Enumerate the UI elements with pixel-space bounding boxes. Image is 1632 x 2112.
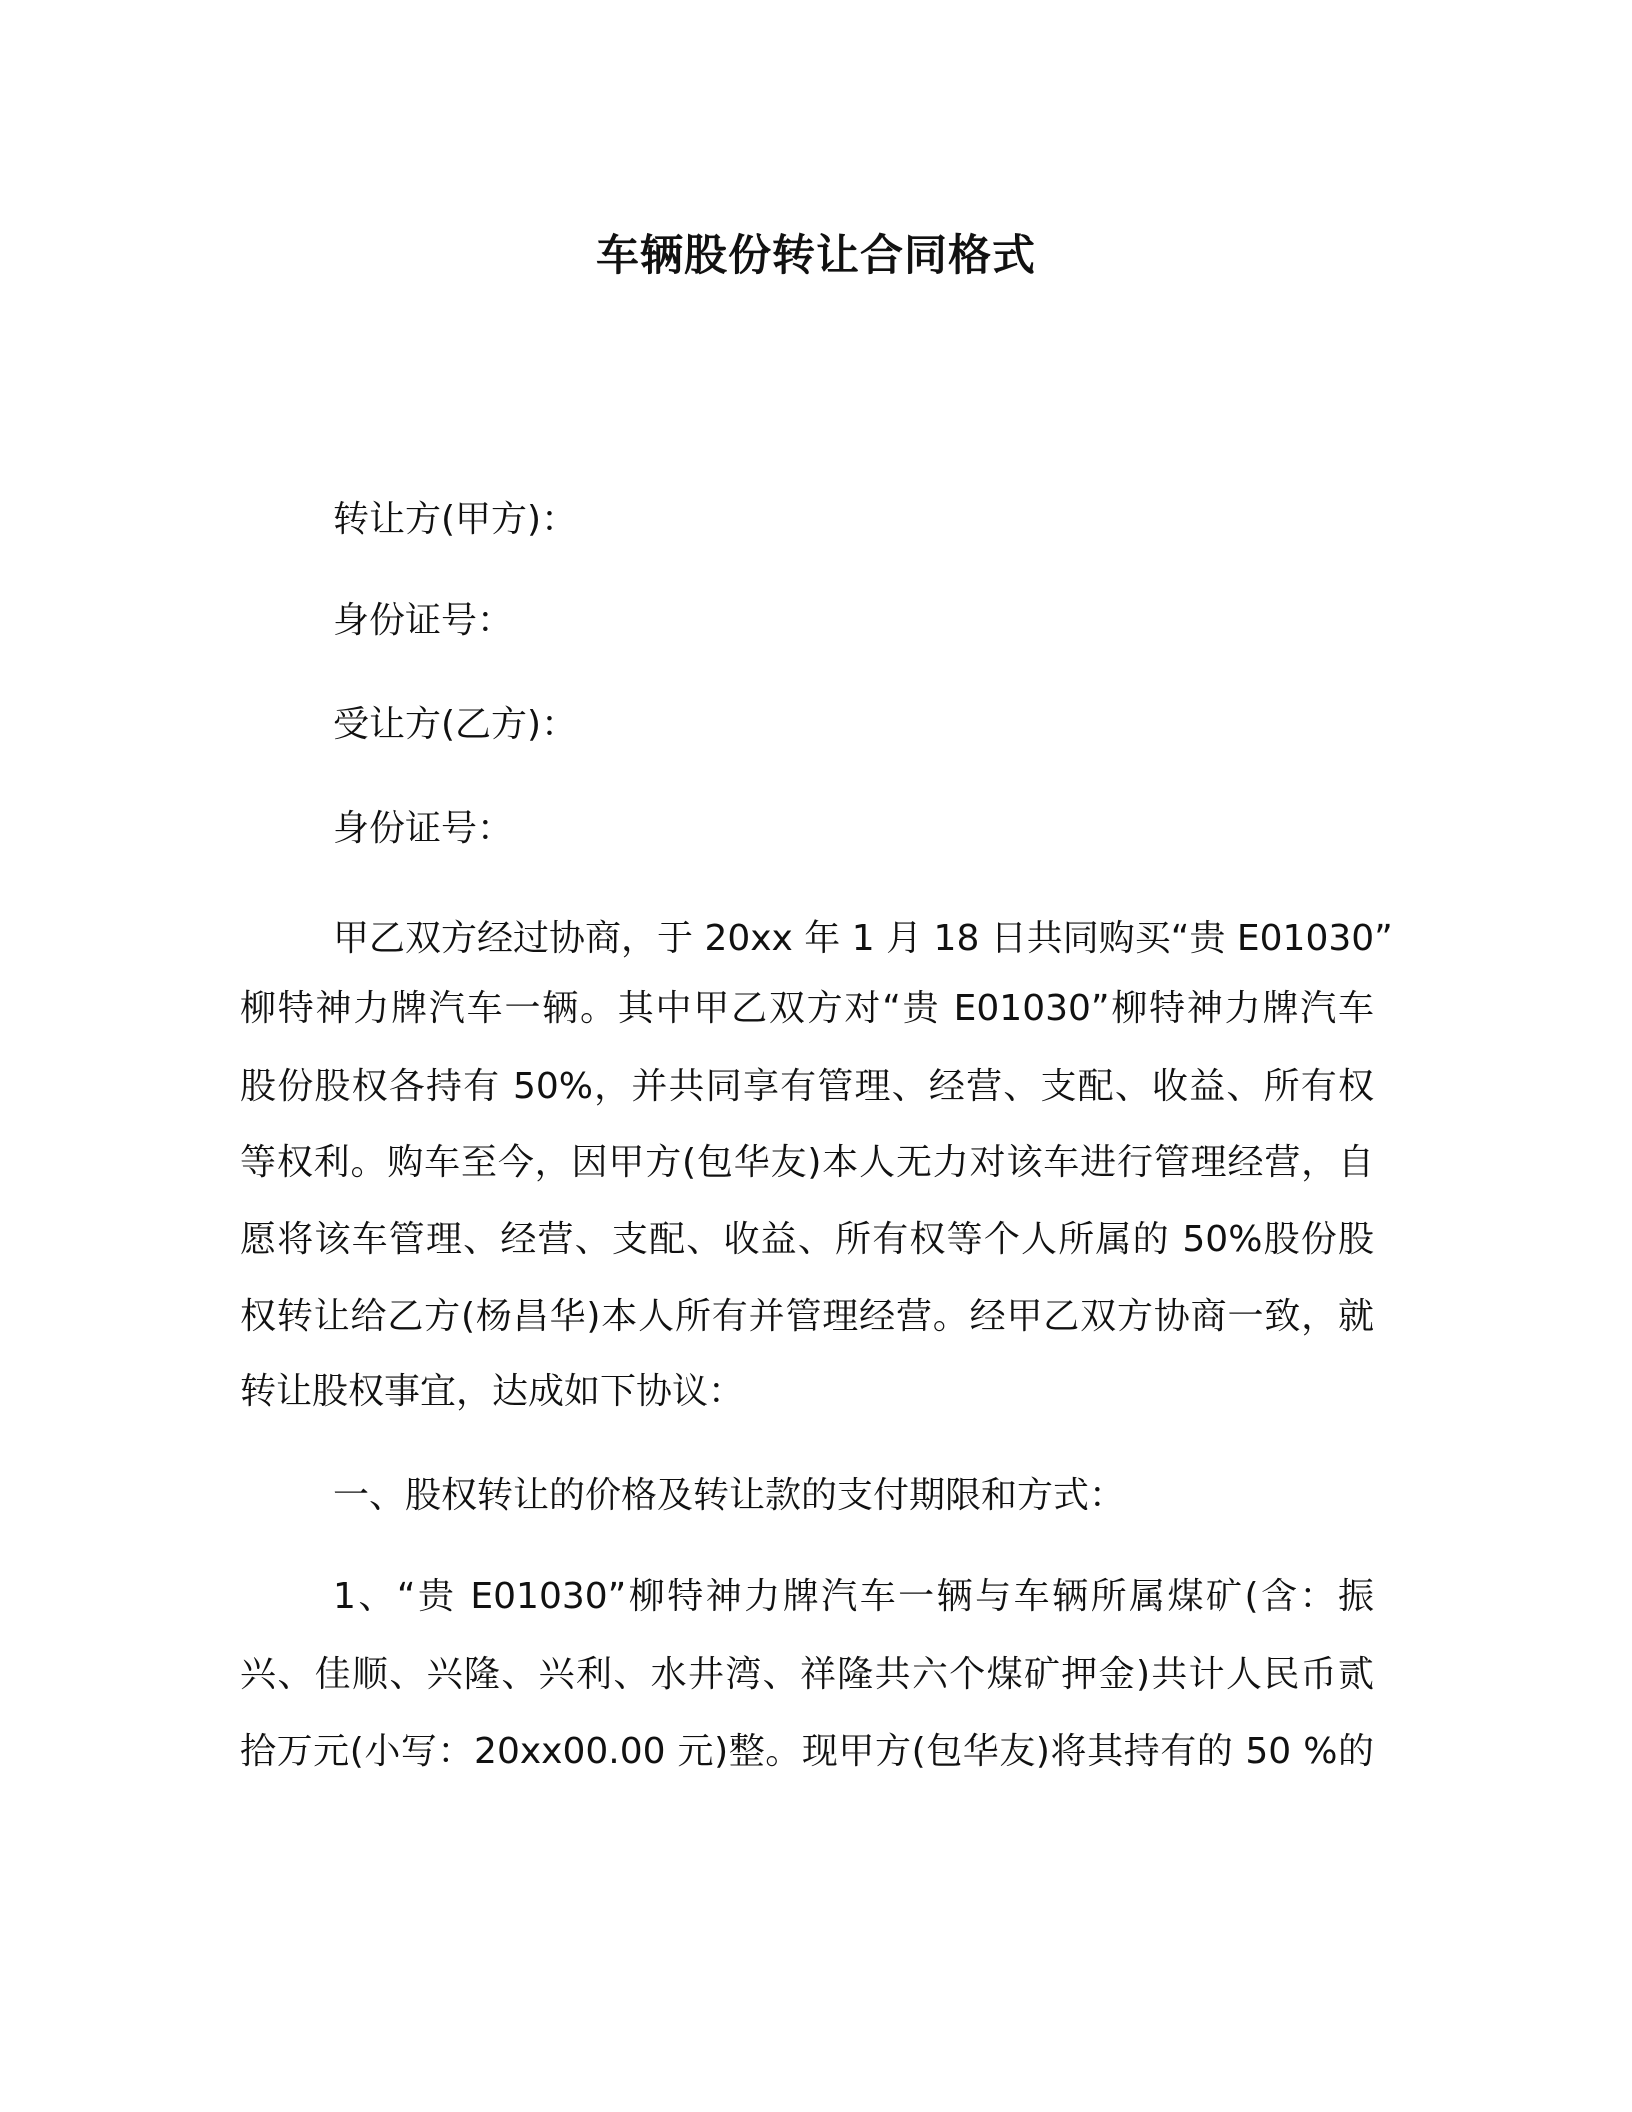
transferor-label: 转让方(甲方)： (333, 499, 578, 540)
document-title: 车辆股份转让合同格式 (596, 231, 1036, 281)
preamble-line: 愿将该车管理、经营、支配、收益、所有权等个人所属的 50%股份股 (240, 1219, 1374, 1260)
preamble-line: 甲乙双方经过协商，于 20xx 年 1 月 18 日共同购买“贵 E01030” (333, 918, 1393, 959)
transferor-id-label: 身份证号： (333, 600, 514, 641)
preamble-line: 柳特神力牌汽车一辆。其中甲乙双方对“贵 E01030”柳特神力牌汽车 (240, 988, 1374, 1029)
clause-1-line: 拾万元(小写：20xx00.00 元)整。现甲方(包华友)将其持有的 50 %的 (240, 1731, 1374, 1772)
transferee-label: 受让方(乙方)： (333, 704, 578, 745)
preamble-line: 等权利。购车至今，因甲方(包华友)本人无力对该车进行管理经营，自 (240, 1142, 1374, 1183)
section-1-heading: 一、股权转让的价格及转让款的支付期限和方式： (333, 1475, 1126, 1516)
transferee-id-label: 身份证号： (333, 808, 514, 849)
clause-1-line: 兴、佳顺、兴隆、兴利、水井湾、祥隆共六个煤矿押金)共计人民币贰 (240, 1654, 1374, 1695)
preamble-line: 股份股权各持有 50%，并共同享有管理、经营、支配、收益、所有权 (240, 1066, 1374, 1107)
clause-1-line: 1、“贵 E01030”柳特神力牌汽车一辆与车辆所属煤矿(含：振 (333, 1576, 1374, 1617)
preamble-line: 转让股权事宜，达成如下协议： (240, 1371, 745, 1412)
preamble-line: 权转让给乙方(杨昌华)本人所有并管理经营。经甲乙双方协商一致，就 (240, 1296, 1374, 1337)
